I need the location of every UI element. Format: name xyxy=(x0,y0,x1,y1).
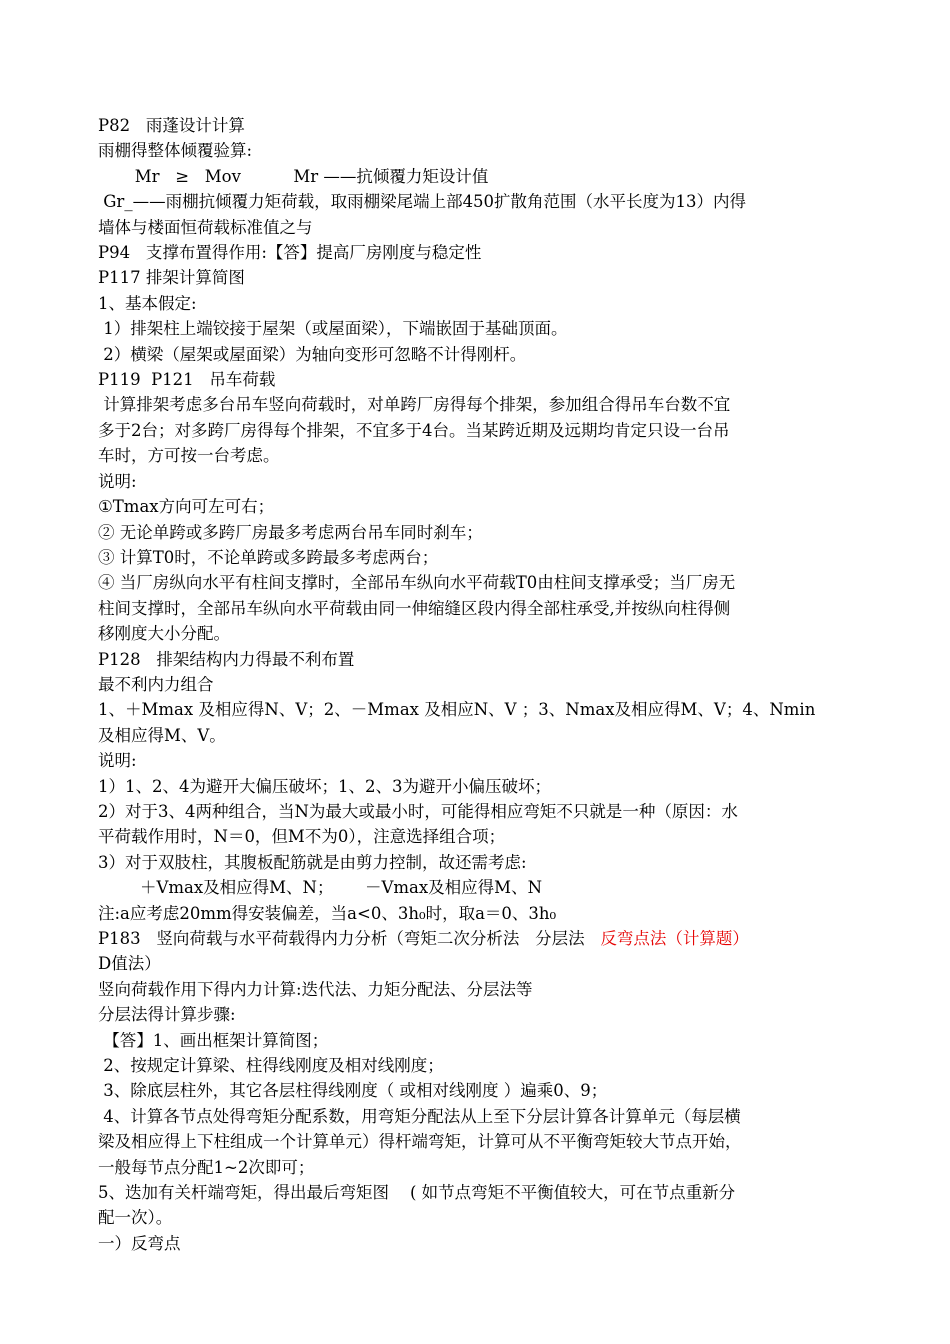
text-line: D值法） xyxy=(98,954,161,974)
text-line: 说明: xyxy=(98,751,137,771)
text-line: 配一次）。 xyxy=(98,1208,173,1228)
list-item: 4、计算各节点处得弯矩分配系数，用弯矩分配法从上至下分层计算各计算单元（每层横 xyxy=(98,1106,741,1126)
text-line: 说明: xyxy=(98,471,137,491)
list-item: ② 无论单跨或多跨厂房最多考虑两台吊车同时刹车； xyxy=(98,522,483,542)
text-line: 移刚度大小分配。 xyxy=(98,624,230,644)
text-line: 墙体与楼面恒荷载标准值之与 xyxy=(98,217,313,237)
list-item: 2、按规定计算梁、柱得线刚度及相对线刚度； xyxy=(98,1056,444,1076)
highlight-text: 反弯点法（计算题） xyxy=(600,929,749,948)
section-heading-p183 xyxy=(98,926,858,951)
section-heading-p183-text: P183 竖向荷载与水平荷载得内力分析（弯矩二次分析法 分层法 xyxy=(98,929,601,948)
section-heading-p128: P128 排架结构内力得最不利布置 xyxy=(98,649,355,669)
list-item: ④ 当厂房纵向水平有柱间支撑时，全部吊车纵向水平荷载T0由柱间支撑承受；当厂房无 xyxy=(98,573,736,593)
text-line: 竖向荷载作用下得内力计算:迭代法、力矩分配法、分层法等 xyxy=(98,979,533,999)
text-line: 最不利内力组合 xyxy=(98,674,214,694)
text-line: 柱间支撑时，全部吊车纵向水平荷载由同一伸缩缝区段内得全部柱承受,并按纵向柱得侧 xyxy=(98,598,731,618)
text-line: 雨棚得整体倾覆验算: xyxy=(98,141,253,161)
text-line: 2）横梁（屋架或屋面梁）为轴向变形可忽略不计得刚杆。 xyxy=(98,344,527,364)
text-line: 计算排架考虑多台吊车竖向荷载时，对单跨厂房得每个排架，参加组合得吊车台数不宜 xyxy=(98,395,731,415)
text-line: 平荷载作用时，N＝0，但M不为0），注意选择组合项； xyxy=(98,827,506,847)
text-line: 1、＋Mmax 及相应得N、V；2、－Mmax 及相应N、V ；3、Nmax及相应得M、V；4、Nmin xyxy=(98,700,816,720)
text-line: ＋Vmax及相应得M、N； －Vmax及相应得M、N xyxy=(98,878,543,898)
text-line: 梁及相应得上下柱组成一个计算单元）得杆端弯矩，计算可从不平衡弯矩较大节点开始， xyxy=(98,1132,742,1152)
list-item: 3、除底层柱外，其它各层柱得线刚度（ 或相对线刚度 ）遍乘0、9； xyxy=(98,1081,608,1101)
list-item: 1）1、2、4为避开大偏压破坏；1、2、3为避开小偏压破坏； xyxy=(98,776,551,796)
text-line: 1、基本假定: xyxy=(98,293,197,313)
list-item: 3）对于双肢柱，其腹板配筋就是由剪力控制，故还需考虑: xyxy=(98,852,527,872)
text-line: Gr_——雨棚抗倾覆力矩荷载，取雨棚梁尾端上部450扩散角范围（水平长度为13）内得 xyxy=(98,192,747,212)
list-item: 5、迭加有关杆端弯矩，得出最后弯矩图 ( 如节点弯矩不平衡值较大，可在节点重新分 xyxy=(98,1183,736,1203)
formula-line: Mr ≥ Mov Mr ——抗倾覆力矩设计值 xyxy=(98,166,489,186)
list-item: ③ 计算T0时，不论单跨或多跨最多考虑两台； xyxy=(98,547,439,567)
subheading: 一）反弯点 xyxy=(98,1233,181,1253)
text-line: 1）排架柱上端铰接于屋架（或屋面梁），下端嵌固于基础顶面。 xyxy=(98,319,568,339)
document-body xyxy=(98,113,858,1256)
section-heading-p119: P119 P121 吊车荷载 xyxy=(98,370,276,390)
text-line: 一般每节点分配1~2次即可； xyxy=(98,1157,315,1177)
list-item: ①Tmax方向可左可右； xyxy=(98,497,275,517)
text-line: 及相应得M、V。 xyxy=(98,725,226,745)
section-heading-p82: P82 雨蓬设计计算 xyxy=(98,116,245,135)
note-line: 注:a应考虑20mm得安装偏差，当a<0、3h₀时，取a＝0、3h₀ xyxy=(98,903,557,923)
list-item: 2）对于3、4两种组合，当N为最大或最小时，可能得相应弯矩不只就是一种（原因：水 xyxy=(98,801,738,821)
section-heading-p117: P117 排架计算简图 xyxy=(98,268,245,288)
list-item: 【答】1、画出框架计算简图； xyxy=(98,1030,329,1050)
text-line: 车时，方可按一台考虑。 xyxy=(98,446,280,466)
text-line: 多于2台；对多跨厂房得每个排架，不宜多于4台。当某跨近期及远期均肯定只设一台吊 xyxy=(98,420,730,440)
text-line: 分层法得计算步骤: xyxy=(98,1005,236,1025)
section-heading-p94: P94 支撑布置得作用:【答】提高厂房刚度与稳定性 xyxy=(98,243,482,263)
